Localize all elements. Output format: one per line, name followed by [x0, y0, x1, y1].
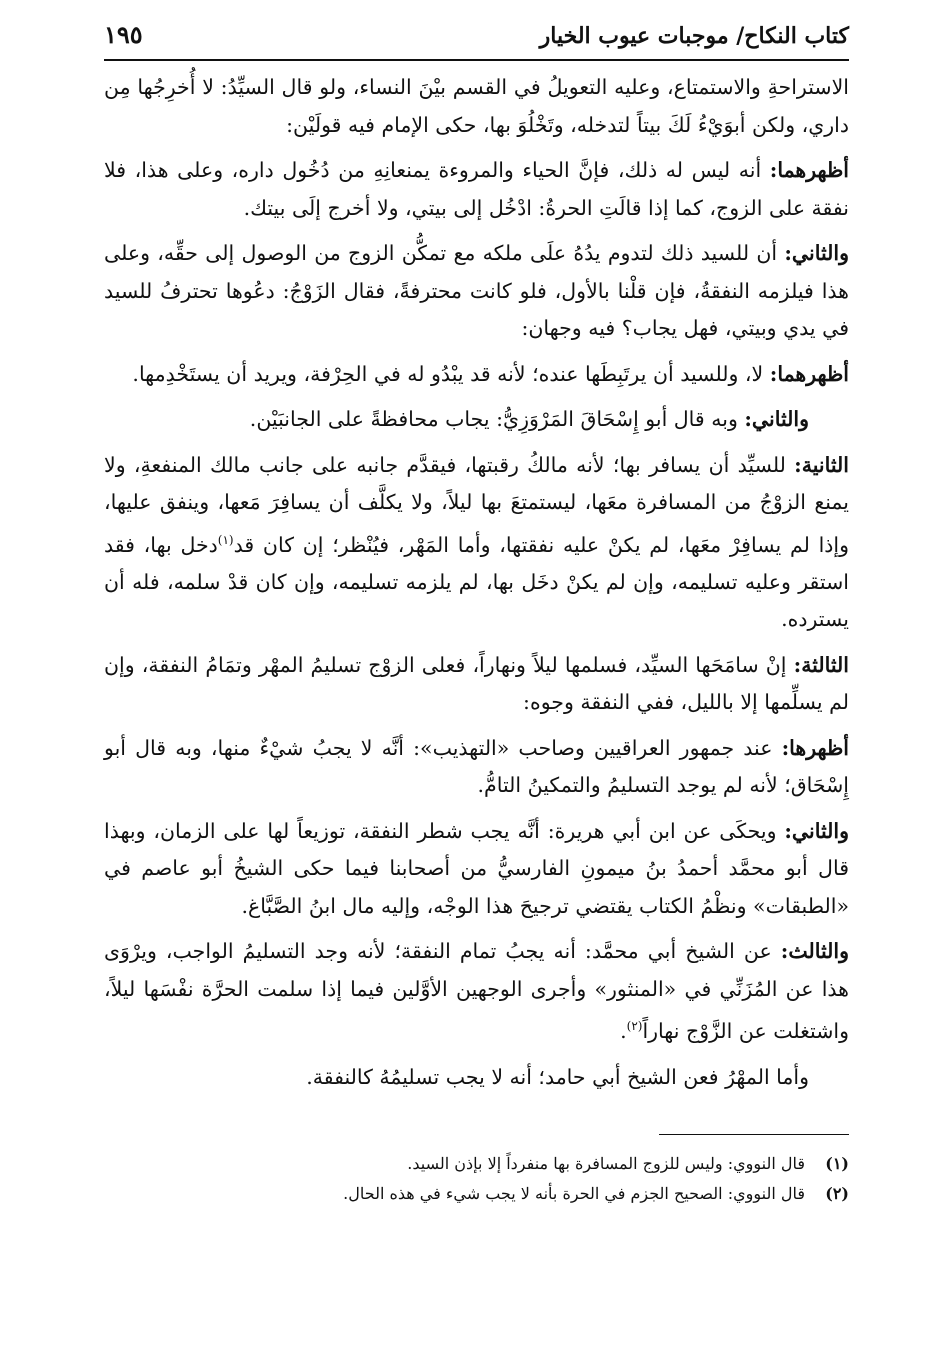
footnote-separator	[659, 1134, 849, 1135]
footnote	[104, 1179, 849, 1209]
paragraph-text: عند جمهور العراقيين وصاحب «التهذيب»: أنَّه لا يجبُ شيْءٌ منها، وبه قال أبو إِسْحَاق؛ لأنه لم يوجد التسليمُ والتمكينُ التامُّ.	[104, 735, 849, 798]
paragraph-lead: والثاني:	[784, 241, 849, 265]
paragraph-lead: والثاني:	[784, 818, 849, 843]
paragraph-text: عن الشيخ أبي محمَّد: أنه يجبُ تمام النفقة؛ لأنه وجد التسليمُ الواجب، ويرْوَى هذا عن المُزَنِّي في «المنثور» وأجرى الوجهين الأوَّلين فيما إذا سلمت الحرَّة نفْسَها ليلاً، واشتغلت عن الزَّوْج نهاراً	[104, 939, 849, 1044]
paragraph-text: ويحكَى عن ابن أبي هريرة: أنَّه يجب شطر النفقة، توزيعاً لها على الزمان، وبهذا قال أبو محمَّد أحمدُ بنُ ميمونِ الفارسيُّ من أصحابنا فيما حكى الشيخُ أبو عاصم في «الطبقات» ونظْمُ الكتاب يقتضي ترجيحَ هذا الوجْه، وإليه مال ابنُ الصَّبَّاغ.	[104, 818, 849, 918]
footnotes	[104, 1149, 849, 1209]
book-page	[104, 20, 849, 1209]
footnote-reference[interactable]: (١)	[217, 532, 234, 547]
paragraph-text: أنه ليس له ذلك، فإنَّ الحياء والمروءة يمنعانِهِ من دُخُول داره، وعلى هذا، فلا نفقة على الزوج، كما إذا قالَتِ الحرةُ: ادْخُل إلى بيتي، ولا أخرج إلَى بيتك.	[104, 158, 849, 220]
paragraph	[104, 152, 849, 227]
paragraph-lead: الثالثة:	[793, 652, 849, 677]
footnote-reference[interactable]: (٢)	[626, 1019, 643, 1034]
paragraph	[104, 401, 849, 439]
paragraph	[104, 356, 849, 394]
paragraph	[104, 730, 849, 805]
paragraph-text: وأما المهْرُ فعن الشيخ أبي حامد؛ أنه لا يجب تسليمُهُ كالنفقة.	[306, 1064, 809, 1089]
page-number: ١٩٥	[104, 20, 143, 49]
paragraph-lead: الثانية:	[794, 452, 849, 477]
footnote	[104, 1149, 849, 1179]
paragraph	[104, 447, 849, 639]
body-text	[104, 69, 849, 1096]
paragraph-lead: أظهرها:	[781, 735, 849, 760]
paragraph-lead: أظهرهما:	[769, 158, 849, 182]
footnote-text: قال النووي: وليس للزوج المسافرة بها منفرداً إلا بإذن السيد.	[407, 1154, 805, 1174]
paragraph	[104, 69, 849, 144]
paragraph-lead: والثالث:	[780, 939, 849, 964]
paragraph-tail: .	[620, 1019, 627, 1044]
paragraph-lead: والثاني:	[744, 407, 809, 431]
footnote-number: (٢)	[825, 1184, 849, 1204]
paragraph-lead: أظهرهما:	[769, 361, 849, 386]
paragraph-text: الاستراحةِ والاستمتاع، وعليه التعويلُ في القسم بيْنَ النساء، ولو قال السيِّدُ: لا أُخرِجُها مِن داري، ولكن أبوَيْءُ لَكَ بيتاً لتدخله، وتَخْلُوَ بها، حكى الإمام فيه قولَيْن:	[104, 75, 849, 137]
footnote-number: (١)	[825, 1154, 849, 1174]
paragraph-text: أن للسيد ذلك لتدوم يدُهُ علَى ملكه مع تمكُّن الزوج من الوصول إلى حقِّه، وعلى هذا فيلزمه النفقةُ، فإن قلْنا بالأول، فلو كانت محترفةً، فقال الزَوْجُ: دعُوها تحترفُ للسيد في يدي وبيتي، فهل يجاب؟ فيه وجهان:	[104, 241, 849, 340]
paragraph	[104, 235, 849, 348]
paragraph-text: للسيِّد أن يسافر بها؛ لأنه مالكُ رقبتها، فيقدَّم جانبه على جانب مالك المنفعةِ، ولا يمنع الزوْجُ من المسافرة معَها، ليستمتعَ بها ليلاً، ولا يكلَّف أن يسافِرَ مَعها، وينفق عليها، وإذا لم يسافِرْ معَها، لم يكنْ عليه نفقتها، وأما المَهْر، فيُنْظر؛ إن كان قد	[104, 452, 849, 557]
paragraph-tail: دخل بها، فقد استقر وعليه تسليمه، وإن لم يكنْ دخَل بها، لم يلزمه تسليمه، وإن كان قدْ سلمه، فله أن يسترده.	[104, 532, 849, 632]
paragraph	[104, 647, 849, 722]
paragraph	[104, 813, 849, 926]
paragraph	[104, 933, 849, 1050]
paragraph-text: وبه قال أبو إِسْحَاقَ المَرْوَزِيُّ: يجاب محافظةً على الجانبَيْن.	[249, 407, 745, 431]
paragraph-text: إنْ سامَحَها السيِّد، فسلمها ليلاً ونهاراً، فعلى الزوْج تسليمُ المهْر وتمَامُ النفقة، وإن لم يسلِّمها إلا بالليل، ففي النفقة وجوه:	[104, 652, 849, 715]
footnote-text: قال النووي: الصحيح الجزم في الحرة بأنه لا يجب شيء في هذه الحال.	[343, 1184, 805, 1204]
running-header	[104, 20, 849, 61]
paragraph-text: لا، وللسيد أن يرتَبِطَها عنده؛ لأنه قد يبْدُو له في الحِرْفة، ويريد أن يستَخْدِمها.	[132, 361, 770, 386]
paragraph	[104, 1059, 849, 1097]
header-title: كتاب النكاح/ موجبات عيوب الخيار	[539, 23, 849, 49]
